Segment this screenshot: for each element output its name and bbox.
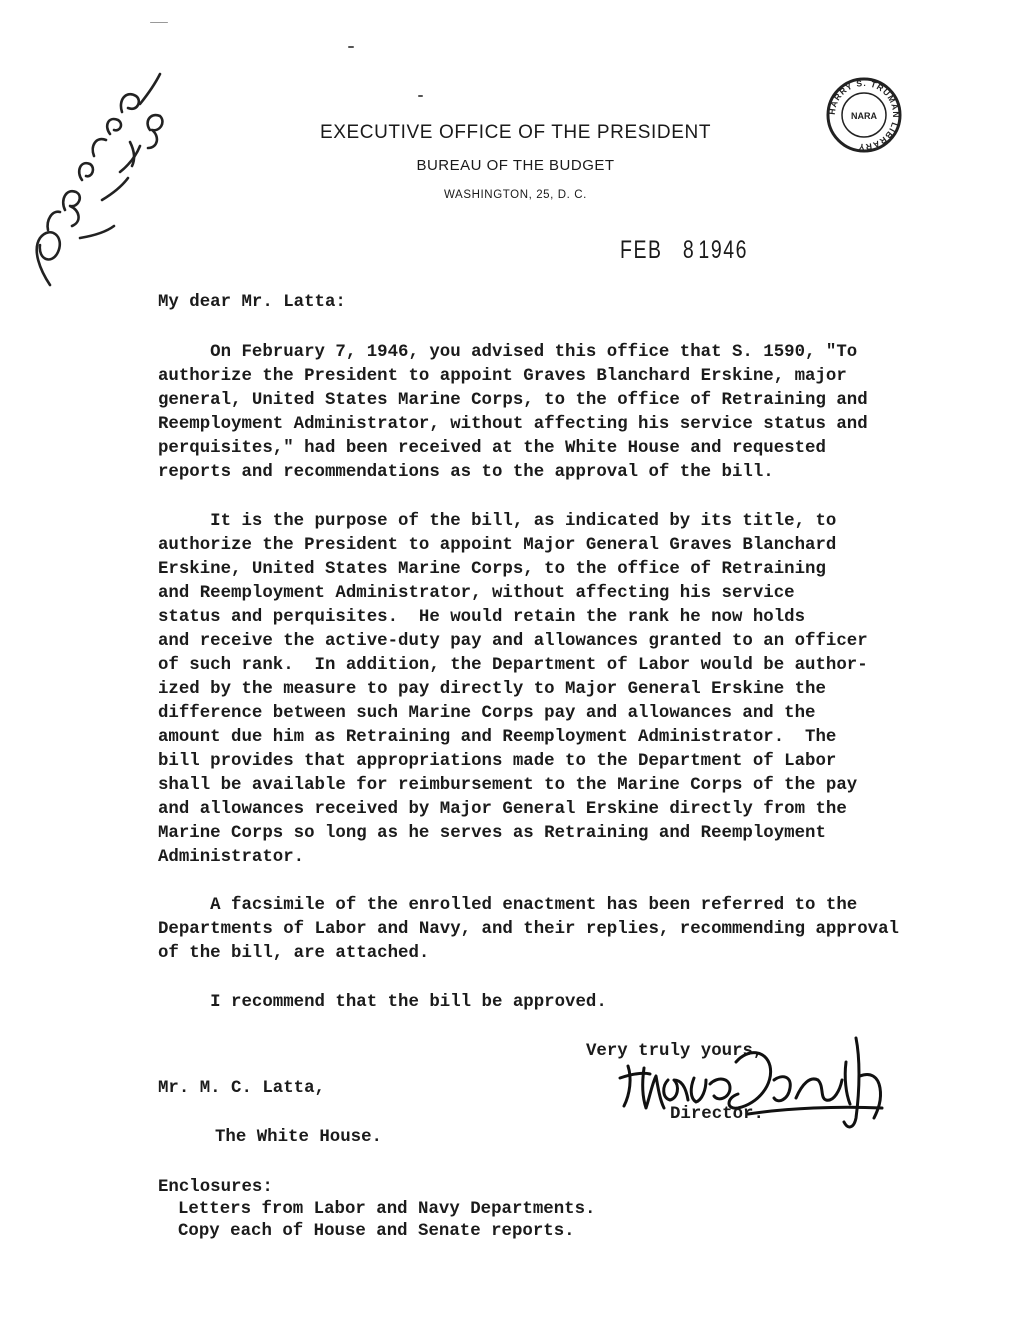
recipient-name: Mr. M. C. Latta, [158,1079,325,1098]
svg-text:NARA: NARA [851,111,877,121]
date-day: 8 [682,236,696,264]
paragraph-2-line: ized by the measure to pay directly to Major General Erskine the [158,680,826,699]
paragraph-3-line: A facsimile of the enrolled enactment has been referred to the [158,896,858,915]
paragraph-1-line: reports and recommendations as to the approval of the bill. [158,463,774,482]
handwritten-signed-note [10,60,190,300]
paragraph-2-line: It is the purpose of the bill, as indicated by its title, to [158,512,837,531]
paragraph-2-line: status and perquisites. He would retain the rank he now holds [158,608,806,627]
enclosure-item: Letters from Labor and Navy Departments. [178,1200,596,1219]
closing: Very truly yours, [586,1042,764,1061]
paragraph-2-line: and allowances received by Major General Erskine directly from the [158,800,847,819]
letterhead-bureau: BUREAU OF THE BUDGET [416,157,615,174]
paragraph-3-line: Departments of Labor and Navy, and their replies, recommending approval [158,920,899,939]
paragraph-2-line: and Reemployment Administrator, without affecting his service [158,584,795,603]
paragraph-1-line: perquisites," had been received at the White House and requested [158,439,826,458]
paragraph-1-line: On February 7, 1946, you advised this office that S. 1590, "To [158,343,858,362]
library-seal-stamp [825,76,903,154]
paragraph-2-line: and receive the active-duty pay and allowances granted to an officer [158,632,868,651]
paragraph-2-line: difference between such Marine Corps pay and allowances and the [158,704,816,723]
enclosures-label: Enclosures: [158,1178,273,1197]
paragraph-2-line: Marine Corps so long as he serves as Retraining and Reemployment [158,824,826,843]
paragraph-2-line: shall be available for reimbursement to the Marine Corps of the pay [158,776,858,795]
paragraph-2-line: amount due him as Retraining and Reemployment Administrator. The [158,728,837,747]
enclosure-item: Copy each of House and Senate reports. [178,1222,575,1241]
paragraph-2-line: bill provides that appropriations made to the Department of Labor [158,752,837,771]
paragraph-1-line: authorize the President to appoint Graves Blanchard Erskine, major [158,367,847,386]
paragraph-4-line: I recommend that the bill be approved. [158,993,607,1012]
paragraph-2-line: Administrator. [158,848,305,867]
date-stamp [620,236,748,265]
paragraph-2-line: of such rank. In addition, the Department of Labor would be author- [158,656,868,675]
paragraph-2-line: Erskine, United States Marine Corps, to the office of Retraining [158,560,826,579]
recipient-address: The White House. [215,1128,382,1147]
signer-title: Director. [670,1105,764,1124]
letterhead-city: WASHINGTON, 25, D. C. [444,189,587,201]
date-month: FEB [620,236,663,264]
paragraph-3-line: of the bill, are attached. [158,944,430,963]
letterhead-office: EXECUTIVE OFFICE OF THE PRESIDENT [319,122,712,143]
paragraph-1-line: Reemployment Administrator, without affecting his service status and [158,415,868,434]
paragraph-2-line: authorize the President to appoint Major General Graves Blanchard [158,536,837,555]
salutation: My dear Mr. Latta: [158,293,346,312]
date-year: 1946 [698,236,749,264]
paragraph-1-line: general, United States Marine Corps, to the office of Retraining and [158,391,868,410]
svg-text:HARRY S. TRUMAN LIBRARY: HARRY S. TRUMAN LIBRARY [826,77,902,153]
